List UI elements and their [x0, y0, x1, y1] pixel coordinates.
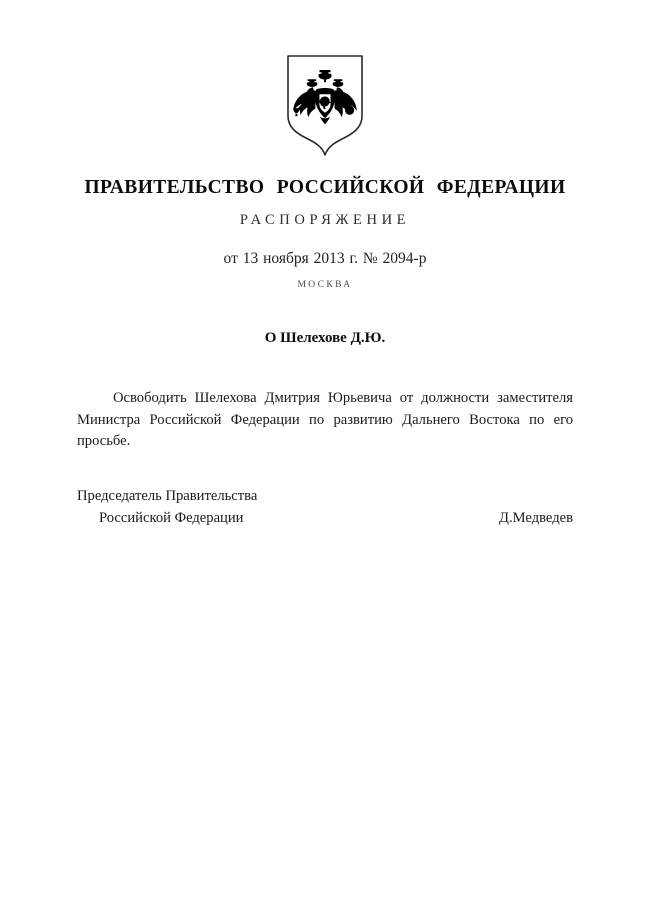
- signature-office-line-1: Председатель Правительства: [77, 488, 258, 504]
- document-body-text: Освободить Шелехова Дмитрия Юрьевича от должности заместителя Министра Российской Федерации по развитию Дальнего Востока по его просьбе.: [77, 390, 573, 449]
- signature-office-name-row: [77, 508, 573, 530]
- russian-coat-of-arms-icon: [286, 54, 364, 158]
- signature-name: Д.Медведев: [499, 509, 573, 526]
- document-city: МОСКВА: [297, 280, 353, 290]
- signature-office-line-2: Российской Федерации: [99, 509, 244, 526]
- document-subject: О Шелехове Д.Ю.: [264, 330, 386, 346]
- authority-title: ПРАВИТЕЛЬСТВО РОССИЙСКОЙ ФЕДЕРАЦИИ: [84, 177, 566, 198]
- coat-of-arms-container: [0, 54, 650, 158]
- signature-block: [77, 486, 573, 529]
- document-dateline: от 13 ноября 2013 г. № 2094-р: [223, 250, 427, 267]
- document-kind: РАСПОРЯЖЕНИЕ: [239, 212, 411, 228]
